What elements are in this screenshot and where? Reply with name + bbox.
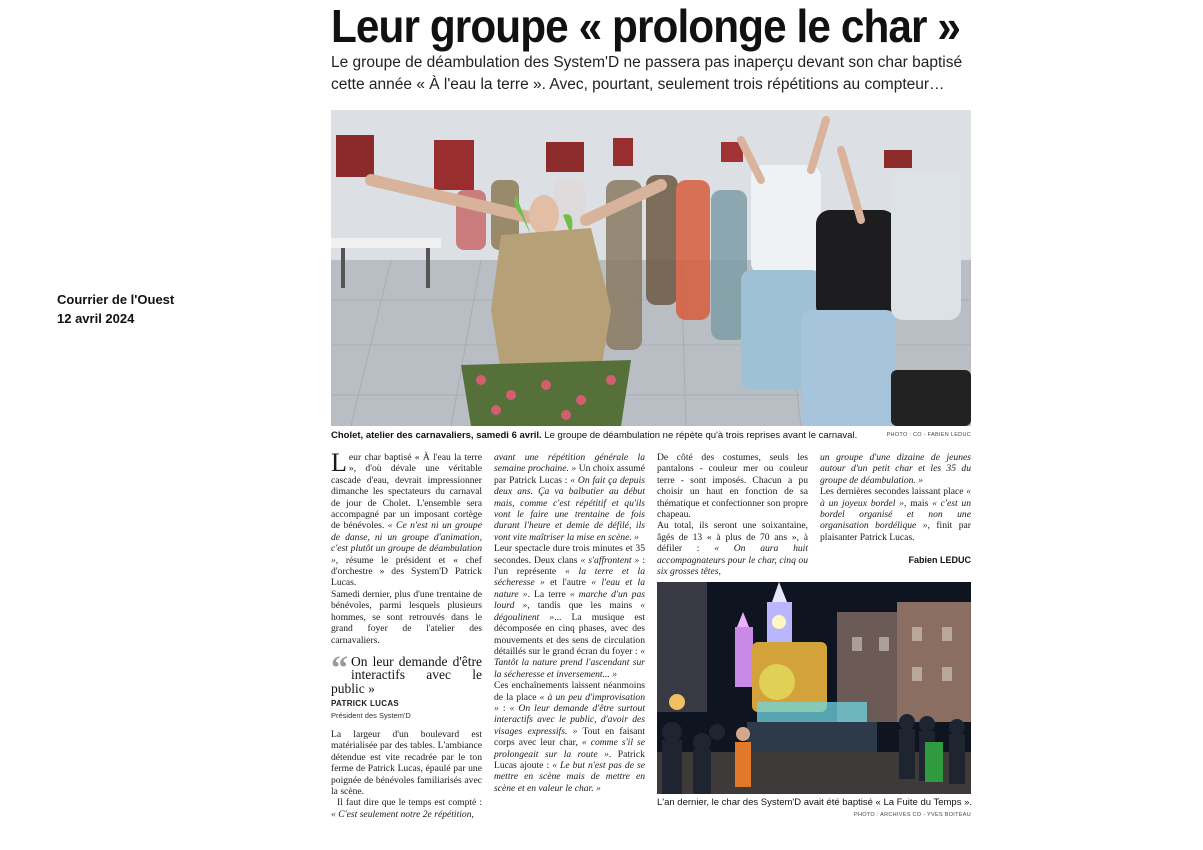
- paragraph: [657, 520, 808, 577]
- quote: « s'affrontent »: [580, 554, 640, 566]
- quote: « Tantôt la nature prend l'ascendant sur la sécheresse et inversement... »: [494, 645, 645, 680]
- pull-quote: [331, 649, 482, 721]
- quote-mark-icon: “: [331, 649, 348, 687]
- paragraph: [820, 486, 971, 543]
- main-photo: [331, 110, 971, 426]
- source-name: Courrier de l'Ouest: [57, 292, 175, 307]
- quote: « On leur demande d'être surtout interactifs avec le public, d'avoir des visages expressifs. »: [494, 702, 645, 737]
- quote: « comme s'il se prolongeait sur la route »: [494, 737, 645, 760]
- quote: « à un joyeux bordel »: [820, 486, 972, 509]
- rehearsal-photo-illustration: [331, 110, 971, 426]
- pull-quote-role: Président des System'D: [331, 710, 411, 720]
- article-column-2: [494, 452, 645, 794]
- text: , finit par plaisanter Patrick Lucas.: [820, 520, 971, 543]
- night-photo-caption: L'an dernier, le char des System'D avait été baptisé « La Fuite du Temps ».: [657, 797, 973, 808]
- article-column-1: [331, 448, 482, 820]
- pull-quote-author: PATRICK LUCAS: [331, 699, 400, 709]
- caption-bold: Cholet, atelier des carnavaliers, samedi 6 avril.: [331, 430, 542, 441]
- quote: « la terre et la sécheresse »: [494, 566, 645, 589]
- main-photo-caption: [331, 429, 971, 442]
- text: eur char baptisé « À l'eau la terre », d'où dévale une véritable cascade d'eau, devrait impressionner dimanche les spectateurs du carnaval de jour de Cholet. L'ensemble sera accompagné par un imposant cortège de bénévoles.: [331, 452, 482, 532]
- text: Un choix assumé par Patrick Lucas :: [494, 463, 645, 486]
- paragraph: [494, 452, 645, 543]
- text: Leur spectacle dure trois minutes et 35 secondes. Deux clans: [494, 543, 645, 566]
- drop-cap: L: [331, 448, 347, 477]
- text: Les dernières secondes laissant place: [820, 486, 964, 498]
- text: Au total, ils seront une soixantaine, âgés de 13 « à plus de 70 ans », à défiler :: [657, 520, 808, 555]
- text: et l'autre: [544, 577, 586, 589]
- text: , mais: [904, 497, 929, 509]
- paragraph: [494, 543, 645, 680]
- article-column-4: [820, 452, 971, 543]
- text: : l'un représente: [494, 554, 645, 578]
- quote: « à un peu d'improvisation »: [494, 691, 645, 714]
- quote: « C'est seulement notre 2e répétition,: [331, 808, 474, 820]
- article-headline: Leur groupe « prolonge le char »: [331, 0, 961, 52]
- article-lead: Le groupe de déambulation des System'D ne passera pas inaperçu devant son char baptisé cette année « À l'eau la terre ». Avec, pourtant, seulement trois répétitions au compteur…: [331, 54, 963, 93]
- text: ... La musique est décomposée en cinq phases, avec des mouvements et des sens de circulation détaillés sur le grand écran du foyer :: [494, 611, 645, 657]
- quote: « Le but n'est pas de se mettre en scène mais de mettre en scène et en valeur le char. »: [494, 759, 646, 794]
- pull-quote-text: On leur demande d'être interactifs avec le public »: [331, 653, 482, 696]
- quote: avant une répétition générale la semaine prochaine. »: [494, 452, 645, 475]
- paragraph: Samedi dernier, plus d'une trentaine de bénévoles, parmi lesquels plusieurs hommes, se sont retrouvés dans le grand foyer de l'atelier des carnavaliers.: [331, 588, 482, 646]
- text: Il faut dire que le temps est compté :: [337, 797, 482, 809]
- source-date: 12 avril 2024: [57, 311, 135, 326]
- article-column-3: [657, 452, 808, 577]
- paragraph: [820, 452, 971, 486]
- quote: « c'est un bordel organisé et non une organisation bordélique »: [820, 497, 971, 532]
- article-byline: Fabien LEDUC: [908, 555, 971, 565]
- quote: « l'eau et la nature »: [494, 577, 645, 600]
- text: , résume le président et « chef d'orchestre » des System'D Patrick Lucas.: [331, 554, 482, 589]
- newspaper-source: [57, 290, 174, 328]
- quote: « marche d'un pas lourd »: [494, 588, 646, 612]
- quote: « On aura huit accompagnateurs pour le char, cinq ou six grosses têtes,: [657, 543, 808, 578]
- quote: un groupe d'une dizaine de jeunes autour d'un petit char et les 35 du groupe de déambulation. »: [820, 452, 971, 486]
- quote: « On fait ça depuis deux ans. Ça va balbutier au début mais, comme c'est répétitif et qu'ils vont le faire une trentaine de fois durant l'heure et demie de défilé, ils vont vite maîtriser la mise en scène. »: [494, 474, 645, 543]
- text: . La terre: [527, 588, 566, 600]
- night-photo: [657, 582, 971, 794]
- text: , tandis que les mains: [527, 600, 633, 612]
- paragraph: [331, 797, 482, 820]
- text: Tout en faisant corps avec leur char,: [494, 725, 645, 749]
- text: :: [498, 702, 506, 714]
- paragraph: [494, 680, 645, 794]
- paragraph: De côté des costumes, seuls les pantalons - couleur mer ou couleur terre - sont imposés. Chacun a pu choisir un haut en fonction de sa thématique et confectionner son propre chapeau.: [657, 452, 808, 521]
- quote: « Ce n'est ni un groupe de danse, ni un groupe d'animation, c'est plutôt un groupe de déambulation »: [331, 520, 482, 566]
- quote: « dégoulinent »: [494, 600, 645, 623]
- paragraph: La largeur d'un boulevard est matérialisée par des tables. L'ambiance détendue est vite recadrée par le ton ferme de Patrick Lucas, épaulé par une poignée de bénévoles familiarisés avec la scène.: [331, 728, 482, 797]
- paragraph: [331, 448, 482, 589]
- text: . Patrick Lucas ajoute :: [494, 748, 645, 771]
- carnival-float-photo-illustration: [657, 582, 971, 794]
- main-photo-credit: PHOTO : CO - FABIEN LEDUC: [886, 432, 971, 438]
- text: Ces enchaînements laissent néanmoins de la place: [494, 680, 645, 703]
- night-photo-credit: PHOTO : ARCHIVES CO - YVES BOITEAU: [854, 812, 971, 818]
- caption-text: Le groupe de déambulation ne répète qu'à trois reprises avant le carnaval.: [541, 430, 858, 441]
